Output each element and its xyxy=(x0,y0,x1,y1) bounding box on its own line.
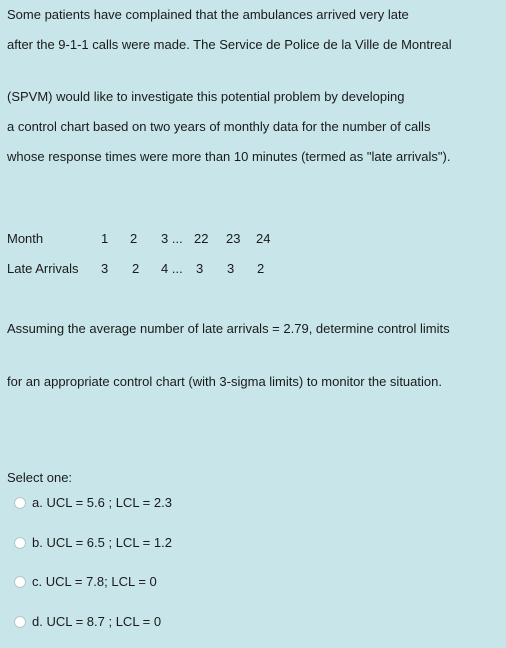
answer-option-label: c. UCL = 7.8; LCL = 0 xyxy=(32,574,157,589)
table-cell: 23 xyxy=(226,231,241,246)
radio-button-icon[interactable] xyxy=(14,616,26,628)
answer-option-label: b. UCL = 6.5 ; LCL = 1.2 xyxy=(32,535,172,550)
answer-option-c[interactable] xyxy=(14,573,157,591)
answer-option-label: a. UCL = 5.6 ; LCL = 2.3 xyxy=(32,495,172,510)
question-text-line: for an appropriate control chart (with 3-sigma limits) to monitor the situation. xyxy=(7,374,442,389)
table-cell: 1 xyxy=(101,231,109,246)
radio-button-icon[interactable] xyxy=(14,537,26,549)
question-text-line: after the 9-1-1 calls were made. The Service de Police de la Ville de Montreal xyxy=(7,37,452,52)
table-cell: 2 xyxy=(130,231,138,246)
table-cell: 4 ... xyxy=(161,261,183,276)
table-cell: 3 xyxy=(227,261,235,276)
answer-option-b[interactable] xyxy=(14,534,172,552)
table-cell: 22 xyxy=(194,231,209,246)
question-text-line: a control chart based on two years of monthly data for the number of calls xyxy=(7,119,431,134)
question-text-line: Assuming the average number of late arrivals = 2.79, determine control limits xyxy=(7,321,450,336)
table-cell: 2 xyxy=(132,261,140,276)
question-text-line: whose response times were more than 10 minutes (termed as "late arrivals"). xyxy=(7,149,451,164)
question-text-line: (SPVM) would like to investigate this potential problem by developing xyxy=(7,89,405,104)
table-cell: 3 ... xyxy=(161,231,183,246)
table-row-label: Month xyxy=(7,231,44,246)
table-cell: 24 xyxy=(256,231,271,246)
table-cell: 2 xyxy=(257,261,265,276)
answer-option-a[interactable] xyxy=(14,494,172,512)
question-text-line: Some patients have complained that the ambulances arrived very late xyxy=(7,7,409,22)
radio-button-icon[interactable] xyxy=(14,576,26,588)
answer-option-d[interactable] xyxy=(14,613,161,631)
table-cell: 3 xyxy=(196,261,204,276)
answer-option-label: d. UCL = 8.7 ; LCL = 0 xyxy=(32,614,162,629)
table-row-label: Late Arrivals xyxy=(7,261,79,276)
radio-button-icon[interactable] xyxy=(14,497,26,509)
table-cell: 3 xyxy=(101,261,109,276)
select-one-prompt: Select one: xyxy=(7,470,73,485)
